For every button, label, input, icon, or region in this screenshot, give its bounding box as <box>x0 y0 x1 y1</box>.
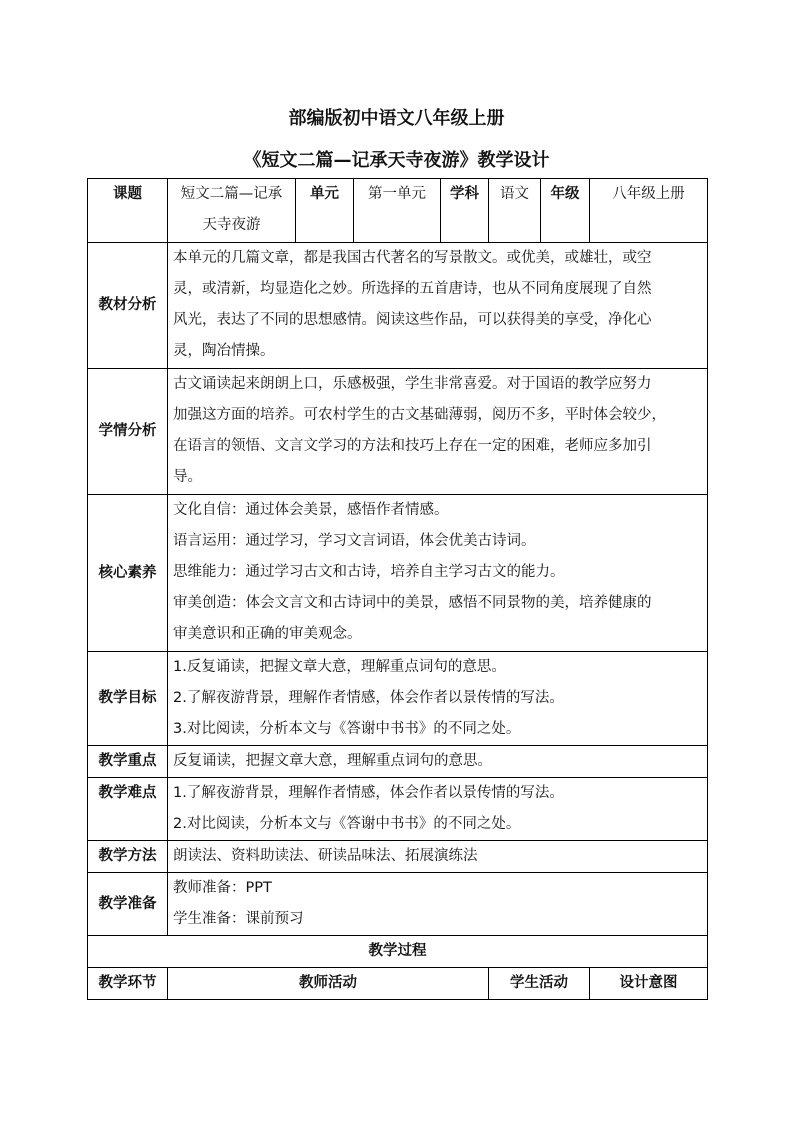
material-row <box>88 243 708 369</box>
goals-line: 3.对比阅读，分析本文与《答谢中书书》的不同之处。 <box>173 721 521 737</box>
material-line: 本单元的几篇文章，都是我国古代著名的写景散文。或优美，或雄壮，或空 <box>173 250 652 266</box>
methods-row <box>88 841 708 873</box>
process-heading-row <box>88 936 708 968</box>
literacy-content <box>168 495 708 652</box>
topic-label: 课题 <box>88 179 168 243</box>
difficulties-line: 2.对比阅读，分析本文与《答谢中书书》的不同之处。 <box>173 816 521 832</box>
material-line: 灵，或清新，均显造化之妙。所选择的五首唐诗，也从不同角度展现了自然 <box>173 281 652 297</box>
material-line: 风光，表达了不同的思想感情。阅读这些作品，可以获得美的享受，净化心 <box>173 312 652 328</box>
preparation-content <box>168 873 708 936</box>
difficulties-line: 1.了解夜游背景，理解作者情感，体会作者以景传情的写法。 <box>173 785 564 801</box>
literacy-line: 语言运用：通过学习，学习文言词语，体会优美古诗词。 <box>173 533 536 549</box>
literacy-line: 文化自信：通过体会美景，感悟作者情感。 <box>173 502 449 518</box>
students-content <box>168 369 708 495</box>
subject-label: 学科 <box>441 179 489 243</box>
literacy-line: 审美创造：体会文言文和古诗词中的美景，感悟不同景物的美，培养健康的 <box>173 595 652 611</box>
process-col-stage: 教学环节 <box>88 968 168 1000</box>
key-points-label: 教学重点 <box>88 746 168 778</box>
subject-value: 语文 <box>489 179 541 243</box>
process-col-student: 学生活动 <box>489 968 590 1000</box>
methods-label: 教学方法 <box>88 841 168 873</box>
key-points-row <box>88 746 708 778</box>
material-label: 教材分析 <box>88 243 168 369</box>
difficulties-row <box>88 778 708 841</box>
literacy-label: 核心素养 <box>88 495 168 652</box>
topic-value-line-1: 短文二篇—记承 <box>180 186 283 202</box>
preparation-line: 教师准备：PPT <box>173 880 272 896</box>
lesson-plan-table <box>87 178 708 1000</box>
process-columns-row <box>88 968 708 1000</box>
goals-content <box>168 652 708 746</box>
difficulties-label: 教学难点 <box>88 778 168 841</box>
preparation-label: 教学准备 <box>88 873 168 936</box>
preparation-line: 学生准备：课前预习 <box>173 911 304 927</box>
key-points-line: 反复诵读，把握文章大意，理解重点词句的意思。 <box>173 753 492 769</box>
difficulties-content <box>168 778 708 841</box>
students-line: 古文诵读起来朗朗上口，乐感极强，学生非常喜爱。对于国语的教学应努力 <box>173 376 652 392</box>
document-title: 部编版初中语文八年级上册 <box>288 108 505 129</box>
process-col-intent: 设计意图 <box>590 968 708 1000</box>
document-subtitle: 《短文二篇—记承天寺夜游》教学设计 <box>243 150 550 171</box>
material-line: 灵，陶冶情操。 <box>173 343 275 359</box>
literacy-line: 思维能力：通过学习古文和古诗，培养自主学习古文的能力。 <box>173 564 565 580</box>
grade-value: 八年级上册 <box>590 179 708 243</box>
topic-value <box>168 179 296 243</box>
process-heading: 教学过程 <box>88 936 708 968</box>
unit-label: 单元 <box>296 179 354 243</box>
material-content <box>168 243 708 369</box>
preparation-row <box>88 873 708 936</box>
topic-value-line-2: 天寺夜游 <box>202 217 261 233</box>
literacy-row <box>88 495 708 652</box>
students-line: 在语言的领悟、文言文学习的方法和技巧上存在一定的困难，老师应多加引 <box>173 438 652 454</box>
unit-value: 第一单元 <box>354 179 441 243</box>
students-line: 加强这方面的培养。可农村学生的古文基础薄弱，阅历不多，平时体会较少， <box>173 407 666 423</box>
header-row <box>88 179 708 243</box>
literacy-line: 审美意识和正确的审美观念。 <box>173 626 362 642</box>
grade-label: 年级 <box>541 179 590 243</box>
goals-line: 1.反复诵读，把握文章大意，理解重点词句的意思。 <box>173 659 506 675</box>
goals-label: 教学目标 <box>88 652 168 746</box>
students-line: 导。 <box>173 469 202 485</box>
students-row <box>88 369 708 495</box>
key-points-content <box>168 746 708 778</box>
methods-content: 朗读法、资料助读法、研读品味法、拓展演练法 <box>168 841 708 873</box>
process-col-teacher: 教师活动 <box>168 968 489 1000</box>
goals-line: 2.了解夜游背景，理解作者情感，体会作者以景传情的写法。 <box>173 690 564 706</box>
students-label: 学情分析 <box>88 369 168 495</box>
goals-row <box>88 652 708 746</box>
